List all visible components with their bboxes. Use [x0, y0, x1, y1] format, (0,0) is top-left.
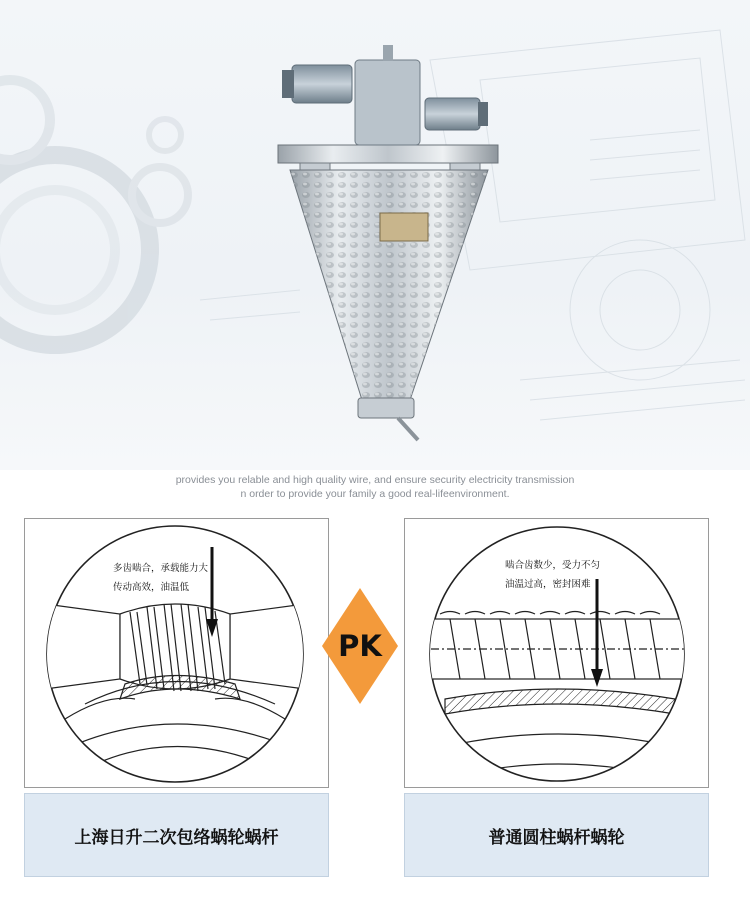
caption-enveloping-worm: 上海日升二次包络蜗轮蜗杆	[24, 793, 329, 877]
blueprint-lines	[200, 30, 745, 420]
bearing-drawing-left	[0, 80, 188, 345]
enveloping-worm-gear-diagram	[24, 518, 329, 788]
advantage-note-line-1: 多齿啮合，承载能力大	[113, 563, 209, 574]
caption-cylindrical-worm: 普通圆柱蜗杆蜗轮	[404, 793, 709, 877]
advantage-note-line-2: 传动高效，油温低	[113, 582, 190, 593]
cylindrical-worm-gear-diagram	[404, 518, 709, 788]
tagline-line-1: provides you relable and high quality wire, and ensure security electricity transmission	[175, 474, 575, 486]
pk-label: PK	[338, 629, 382, 663]
drawback-note-line-1: 啮合齿数少，受力不匀	[505, 560, 601, 571]
drawback-note-line-2: 油温过高，密封困难	[505, 579, 591, 590]
tagline-line-2: n order to provide your family a good real-lifeenvironment.	[240, 488, 510, 500]
